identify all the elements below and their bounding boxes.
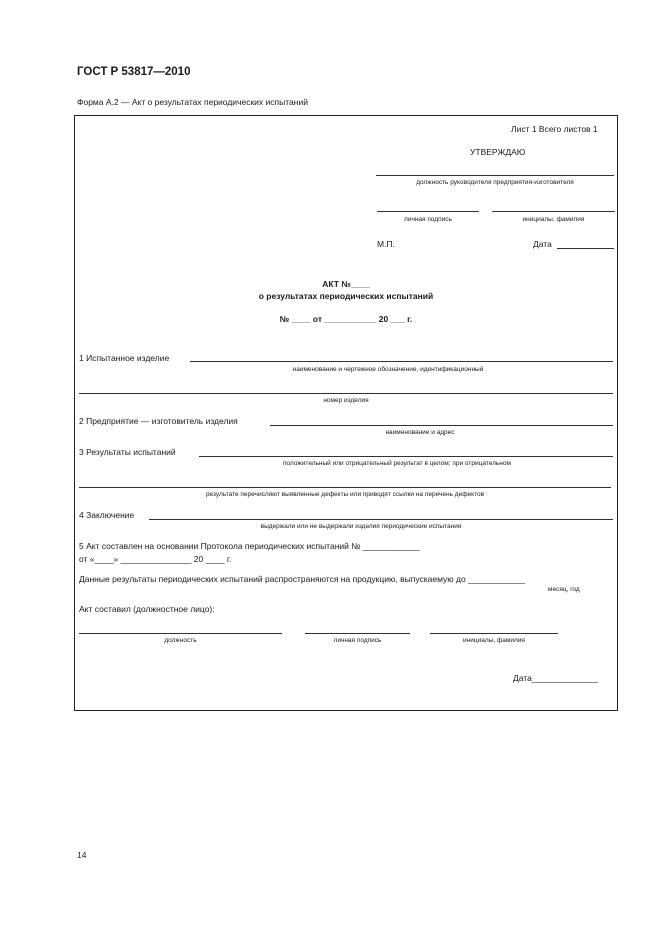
item3-line2 bbox=[79, 487, 611, 488]
item4-label: 4 Заключение bbox=[79, 510, 135, 520]
page-number: 14 bbox=[77, 850, 87, 860]
stamp-label: М.П. bbox=[377, 239, 395, 249]
item1-line bbox=[190, 361, 613, 362]
manager-position-line bbox=[376, 175, 614, 176]
approve-label: УТВЕРЖДАЮ bbox=[470, 147, 526, 157]
item4-caption: выдержали или не выдержали изделия периодические испытания bbox=[260, 523, 462, 530]
item1-caption2: номер изделия bbox=[323, 397, 369, 404]
item1-line2 bbox=[79, 393, 613, 394]
position-line bbox=[79, 633, 282, 634]
initials-line bbox=[492, 211, 615, 212]
signature-caption: личная подпись bbox=[404, 216, 452, 223]
item2-caption: наименование и адрес bbox=[385, 429, 455, 436]
item2-label: 2 Предприятие — изготовитель изделия bbox=[79, 416, 238, 426]
item4-line bbox=[149, 519, 613, 520]
approval-date-label: Дата bbox=[533, 239, 552, 249]
distribution-text: Данные результаты периодических испытаний распространяются на продукцию, выпускаемую до ____________ bbox=[79, 574, 525, 584]
manager-position-caption: должность руководителя предприятия-изготовителя bbox=[416, 179, 574, 186]
month-year-caption: месяц, год bbox=[548, 586, 580, 593]
item3-label: 3 Результаты испытаний bbox=[79, 447, 176, 457]
item1-caption: наименование и чертежное обозначение, идентификационный bbox=[292, 366, 484, 373]
item3-caption2: результате перечисляют выявленные дефекты или приводят ссылки на перечень дефектов bbox=[205, 491, 485, 498]
signature-line bbox=[377, 211, 479, 212]
sheet-info: Лист 1 Всего листов 1 bbox=[511, 124, 598, 134]
initials-line-bottom bbox=[430, 633, 558, 634]
item2-line bbox=[270, 425, 613, 426]
act-subtitle: о результатах периодических испытаний bbox=[258, 291, 434, 301]
form-frame bbox=[74, 115, 618, 711]
item1-label: 1 Испытанное изделие bbox=[79, 353, 170, 363]
item3-line bbox=[199, 456, 613, 457]
approval-date-line bbox=[557, 248, 614, 249]
item3-caption: положительный или отрицательный результат в целом; при отрицательном bbox=[283, 460, 511, 467]
initials-caption-bottom: инициалы, фамилия bbox=[463, 637, 525, 644]
act-number-line: № ____ от ___________ 20 ___ г. bbox=[279, 314, 413, 324]
document-title: ГОСТ Р 53817—2010 bbox=[77, 66, 191, 78]
position-caption: должность bbox=[164, 637, 197, 644]
act-title: АКТ №____ bbox=[322, 279, 370, 289]
form-caption: Форма А.2 — Акт о результатах периодических испытаний bbox=[77, 97, 308, 107]
item5-date-line: от «____» _______________ 20 ____ г. bbox=[79, 554, 232, 564]
item5-line: 5 Акт составлен на основании Протокола периодических испытаний № ____________ bbox=[79, 541, 420, 551]
initials-caption: инициалы, фамилия bbox=[522, 216, 585, 223]
compiled-by-label: Акт составил (должностное лицо): bbox=[79, 604, 215, 614]
bottom-date: Дата______________ bbox=[513, 673, 599, 683]
signature-line-bottom bbox=[305, 633, 410, 634]
signature-caption-bottom: личная подпись bbox=[333, 637, 382, 644]
